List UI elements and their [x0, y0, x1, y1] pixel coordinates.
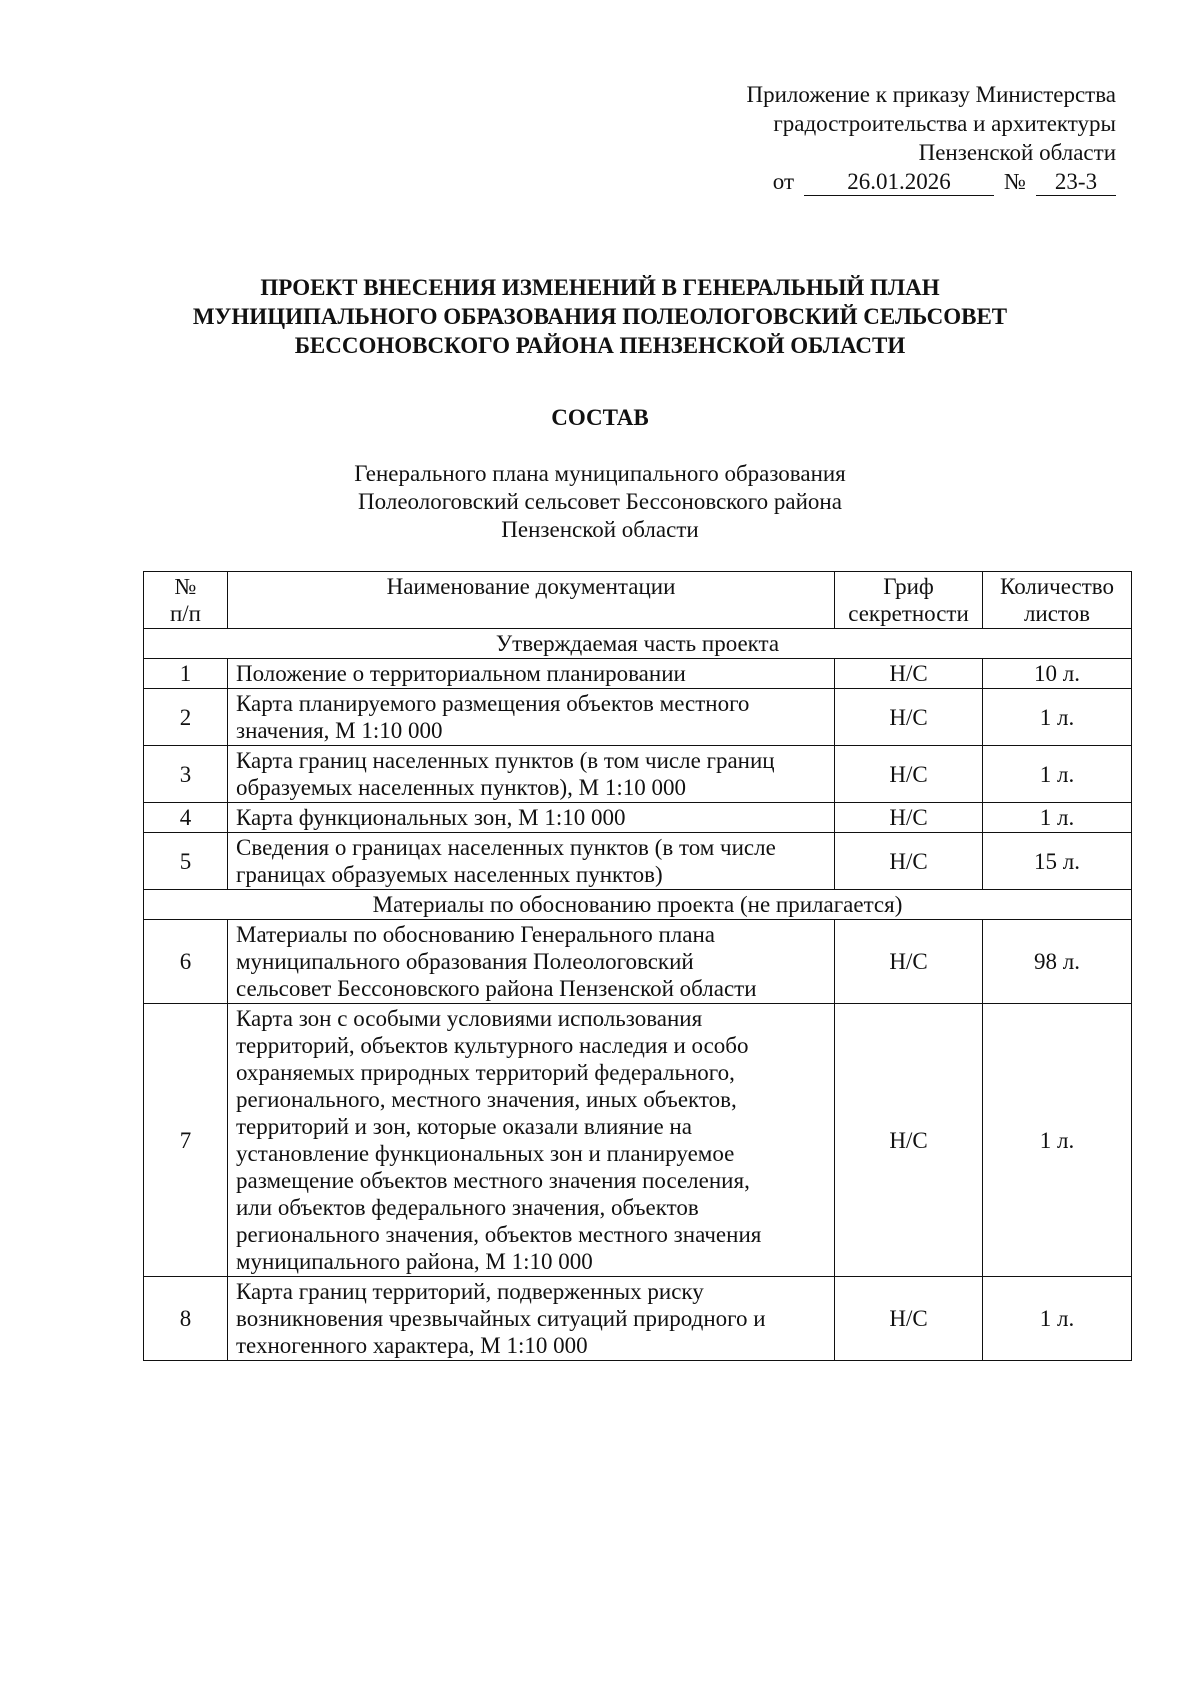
- document-name-line: регионального значения, объектов местного значения: [236, 1222, 762, 1247]
- row-sheet-count: 1 л.: [983, 1277, 1132, 1361]
- title-line-3: БЕССОНОВСКОГО РАЙОНА ПЕНЗЕНСКОЙ ОБЛАСТИ: [294, 333, 906, 358]
- row-sheet-count: 15 л.: [983, 833, 1132, 890]
- document-name-line: охраняемых природных территорий федерального,: [236, 1060, 735, 1085]
- row-secrecy: Н/С: [835, 1277, 983, 1361]
- approval-date-number: [596, 167, 1116, 196]
- document-name-line: или объектов федерального значения, объектов: [236, 1195, 699, 1220]
- header-name: Наименование документации: [228, 572, 835, 629]
- document-name-line: границах образуемых населенных пунктов): [236, 862, 663, 887]
- row-document-name: [228, 659, 835, 689]
- section-row-justification: [144, 890, 1132, 920]
- table-row: [144, 1004, 1132, 1277]
- row-secrecy: Н/С: [835, 803, 983, 833]
- row-sheet-count: 1 л.: [983, 689, 1132, 746]
- row-sheet-count: 10 л.: [983, 659, 1132, 689]
- document-name-line: возникновения чрезвычайных ситуаций природного и: [236, 1306, 766, 1331]
- row-number: 3: [144, 746, 228, 803]
- row-document-name: [228, 689, 835, 746]
- document-name-line: территорий, объектов культурного наследия и особо: [236, 1033, 749, 1058]
- table-row: [144, 746, 1132, 803]
- description-line-2: Полеологовский сельсовет Бессоновского района: [358, 489, 842, 514]
- row-number: 2: [144, 689, 228, 746]
- row-number: 7: [144, 1004, 228, 1277]
- document-name-line: регионального, местного значения, иных объектов,: [236, 1087, 737, 1112]
- document-name-line: значения, М 1:10 000: [236, 718, 443, 743]
- document-name-line: техногенного характера, М 1:10 000: [236, 1333, 588, 1358]
- row-number: 4: [144, 803, 228, 833]
- document-name-line: сельсовет Бессоновского района Пензенской области: [236, 976, 757, 1001]
- composition-description: [100, 460, 1100, 544]
- table-row: [144, 1277, 1132, 1361]
- from-label: от: [772, 169, 795, 194]
- document-name-line: Карта планируемого размещения объектов местного: [236, 691, 750, 716]
- document-name-line: Карта функциональных зон, М 1:10 000: [236, 805, 626, 830]
- document-name-line: размещение объектов местного значения поселения,: [236, 1168, 750, 1193]
- document-name-line: муниципального образования Полеологовский: [236, 949, 694, 974]
- header-grif: Гриф секретности: [835, 572, 983, 629]
- row-secrecy: Н/С: [835, 689, 983, 746]
- document-title: [100, 273, 1100, 360]
- document-name-line: Сведения о границах населенных пунктов (в том числе: [236, 835, 776, 860]
- approval-line-1: Приложение к приказу Министерства: [746, 82, 1116, 107]
- row-sheet-count: 98 л.: [983, 920, 1132, 1004]
- document-name-line: Карта границ населенных пунктов (в том числе границ: [236, 748, 775, 773]
- row-secrecy: Н/С: [835, 746, 983, 803]
- document-name-line: территорий и зон, которые оказали влияние на: [236, 1114, 692, 1139]
- document-name-line: Материалы по обоснованию Генерального плана: [236, 922, 715, 947]
- row-document-name: [228, 803, 835, 833]
- row-number: 5: [144, 833, 228, 890]
- approval-block: [596, 80, 1116, 196]
- table-body: [144, 629, 1132, 1361]
- table-row: [144, 689, 1132, 746]
- row-sheet-count: 1 л.: [983, 746, 1132, 803]
- approval-line-3: Пензенской области: [918, 140, 1116, 165]
- row-document-name: [228, 1004, 835, 1277]
- table-row: [144, 833, 1132, 890]
- document-name-line: образуемых населенных пунктов), М 1:10 000: [236, 775, 686, 800]
- row-document-name: [228, 1277, 835, 1361]
- section-approved: Утверждаемая часть проекта: [144, 629, 1132, 659]
- row-number: 1: [144, 659, 228, 689]
- header-num: № п/п: [144, 572, 228, 629]
- row-document-name: [228, 746, 835, 803]
- document-name-line: муниципального района, М 1:10 000: [236, 1249, 593, 1274]
- approval-number: 23-3: [1036, 169, 1116, 196]
- section-row-approved: [144, 629, 1132, 659]
- row-number: 8: [144, 1277, 228, 1361]
- header-qty: Количество листов: [983, 572, 1132, 629]
- title-line-1: ПРОЕКТ ВНЕСЕНИЯ ИЗМЕНЕНИЙ В ГЕНЕРАЛЬНЫЙ ПЛАН: [260, 275, 940, 300]
- composition-heading: СОСТАВ: [551, 405, 649, 430]
- table-row: [144, 920, 1132, 1004]
- row-number: 6: [144, 920, 228, 1004]
- section-justification: Материалы по обоснованию проекта (не прилагается): [144, 890, 1132, 920]
- document-name-line: Положение о территориальном планировании: [236, 661, 686, 686]
- approval-line-2: градостроительства и архитектуры: [773, 111, 1116, 136]
- row-secrecy: Н/С: [835, 833, 983, 890]
- row-secrecy: Н/С: [835, 659, 983, 689]
- number-label: №: [1004, 169, 1026, 194]
- approval-date: 26.01.2026: [804, 169, 994, 196]
- row-document-name: [228, 920, 835, 1004]
- row-secrecy: Н/С: [835, 1004, 983, 1277]
- document-name-line: установление функциональных зон и планируемое: [236, 1141, 735, 1166]
- title-line-2: МУНИЦИПАЛЬНОГО ОБРАЗОВАНИЯ ПОЛЕОЛОГОВСКИЙ СЕЛЬСОВЕТ: [192, 304, 1008, 329]
- row-secrecy: Н/С: [835, 920, 983, 1004]
- table-row: [144, 659, 1132, 689]
- description-line-3: Пензенской области: [501, 517, 699, 542]
- row-document-name: [228, 833, 835, 890]
- composition-table: [143, 571, 1132, 1361]
- document-name-line: Карта зон с особыми условиями использования: [236, 1006, 703, 1031]
- description-line-1: Генерального плана муниципального образования: [354, 461, 846, 486]
- row-sheet-count: 1 л.: [983, 803, 1132, 833]
- row-sheet-count: 1 л.: [983, 1004, 1132, 1277]
- table-row: [144, 803, 1132, 833]
- document-name-line: Карта границ территорий, подверженных риску: [236, 1279, 704, 1304]
- table-header-row: [144, 572, 1132, 629]
